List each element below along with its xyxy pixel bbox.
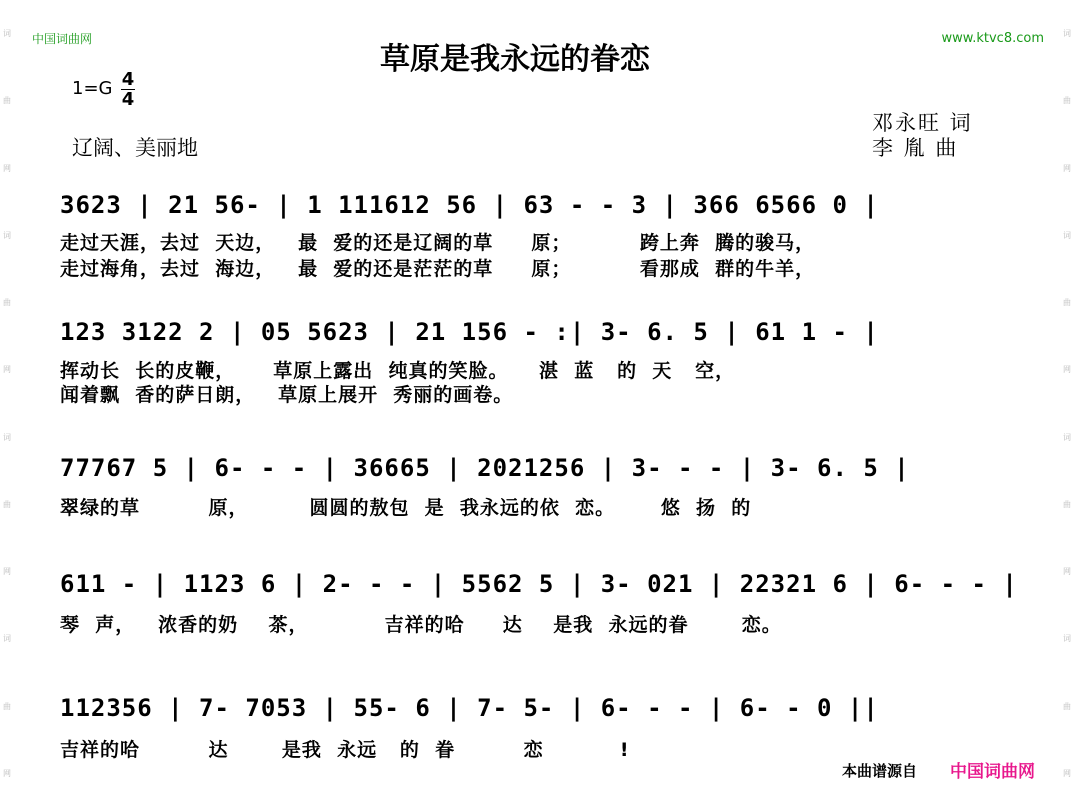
jianpu-notes: 3623 | 21 56- | 1 111612 56 | 63 - - 3 | 366 6566 0 | (60, 191, 879, 219)
notation-line-5 (60, 690, 1030, 730)
watermark-text: 曲 (3, 499, 11, 509)
source-label: 本曲谱源自 (842, 762, 918, 780)
watermark-text: 曲 (3, 96, 11, 106)
watermark-text: 网 (1063, 768, 1071, 778)
lyric-line: 翠绿的草 原， 圆圆的敖包 是 我永远的依 恋。 悠 扬 的 (60, 497, 752, 519)
right-watermark-column (1060, 0, 1074, 807)
site-url: www.ktvc8.com (941, 31, 1044, 46)
notation-line-2 (60, 314, 1030, 354)
time-signature (121, 70, 135, 109)
lyric-line: 走过天涯，去过 天边， 最 爱的还是辽阔的草 原； 跨上奔 腾的骏马， (60, 232, 816, 254)
lyric-line: 走过海角，去过 海边， 最 爱的还是茫茫的草 原； 看那成 群的牛羊， (60, 258, 816, 280)
watermark-text: 词 (1063, 230, 1071, 240)
watermark-text: 曲 (1063, 701, 1071, 711)
watermark-text: 词 (3, 432, 11, 442)
watermark-text: 网 (1063, 163, 1071, 173)
lyricist-credit: 邓永旺 词 (872, 111, 973, 135)
watermark-text: 网 (1063, 567, 1071, 577)
watermark-text: 曲 (3, 701, 11, 711)
lyric-line: 琴 声， 浓香的奶 茶， 吉祥的哈 达 是我 永远的眷 恋。 (60, 614, 782, 636)
tempo-marking: 辽阔、美丽地 (72, 136, 198, 160)
source-site-name: 中国词曲网 (950, 762, 1035, 782)
watermark-text: 曲 (1063, 96, 1071, 106)
watermark-text: 网 (3, 365, 11, 375)
watermark-text: 网 (3, 768, 11, 778)
watermark-text: 词 (1063, 29, 1071, 39)
jianpu-notes: 112356 | 7- 7053 | 55- 6 | 7- 5- | 6- - - | 6- - 0 || (60, 694, 879, 722)
lyric-line: 吉祥的哈 达 是我 永远 的 眷 恋 ! (60, 739, 630, 761)
watermark-text: 曲 (1063, 499, 1071, 509)
site-name-left: 中国词曲网 (32, 32, 93, 46)
song-title: 草原是我永远的眷恋 (380, 42, 650, 77)
notation-line-4 (60, 566, 1030, 606)
composer-credit: 李 胤 曲 (872, 136, 959, 160)
notation-line-1 (60, 187, 1030, 227)
jianpu-notes: 77767 5 | 6- - - | 36665 | 2021256 | 3- - - | 3- 6. 5 | (60, 454, 910, 482)
notation-line-3 (60, 450, 1030, 490)
left-watermark-column (0, 0, 14, 807)
watermark-text: 网 (3, 567, 11, 577)
watermark-text: 词 (3, 29, 11, 39)
watermark-text: 词 (1063, 432, 1071, 442)
watermark-text: 网 (1063, 365, 1071, 375)
jianpu-notes: 123 3122 2 | 05 5623 | 21 156 - :| 3- 6. 5 | 61 1 - | (60, 318, 879, 346)
key-signature: 1=G (72, 78, 113, 99)
watermark-text: 词 (3, 634, 11, 644)
jianpu-notes: 611 - | 1123 6 | 2- - - | 5562 5 | 3- 021 | 22321 6 | 6- - - | (60, 570, 1018, 598)
lyric-line: 挥动长 长的皮鞭， 草原上露出 纯真的笑脸。 湛 蓝 的 天 空， (60, 360, 736, 382)
lyric-line: 闻着飘 香的萨日朗， 草原上展开 秀丽的画卷。 (60, 384, 514, 406)
time-signature-bottom: 4 (121, 89, 135, 110)
watermark-text: 词 (1063, 634, 1071, 644)
watermark-text: 曲 (3, 298, 11, 308)
watermark-text: 曲 (1063, 298, 1071, 308)
watermark-text: 网 (3, 163, 11, 173)
watermark-text: 词 (3, 230, 11, 240)
time-signature-top: 4 (121, 69, 135, 90)
